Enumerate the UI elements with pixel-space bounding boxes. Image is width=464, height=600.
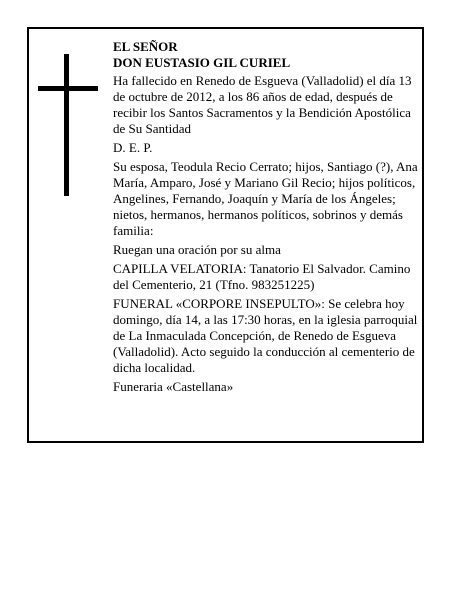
dep-abbreviation: D. E. P. xyxy=(113,140,153,155)
deceased-name: DON EUSTASIO GIL CURIEL xyxy=(113,55,291,70)
chapel-info: CAPILLA VELATORIA: Tanatorio El Salvador. Camino del Cementerio, 21 (Tfno. 983251225) xyxy=(113,261,411,292)
death-announcement: Ha fallecido en Renedo de Esgueva (Valladolid) el día 13 de octubre de 2012, a los 86 años de edad, después de recibir los Santos Sacramentos y la Bendición Apostólica de Su Santidad xyxy=(113,73,412,136)
obituary-text xyxy=(113,39,423,398)
obituary-heading xyxy=(113,39,423,71)
cross-horizontal-bar xyxy=(38,86,98,91)
heading-title: EL SEÑOR xyxy=(113,39,178,54)
cross-vertical-bar xyxy=(64,54,69,196)
funeral-info: FUNERAL «CORPORE INSEPULTO»: Se celebra hoy domingo, día 14, a las 17:30 horas, en la iglesia parroquial de La Inmaculada Concepción, de Renedo de Esgueva (Valladolid). Acto seguido la conducción al cementerio de dicha localidad. xyxy=(113,296,418,375)
cross-icon xyxy=(38,54,98,196)
family-list: Su esposa, Teodula Recio Cerrato; hijos, Santiago (?), Ana María, Amparo, José y Mariano Gil Recio; hijos políticos, Angelines, Fernando, Joaquín y María de los Ángeles; nietos, hermanos, hermanos políticos, sobrinos y demás familia: xyxy=(113,159,418,238)
funeral-home: Funeraria «Castellana» xyxy=(113,379,234,394)
prayer-request: Ruegan una oración por su alma xyxy=(113,242,281,257)
